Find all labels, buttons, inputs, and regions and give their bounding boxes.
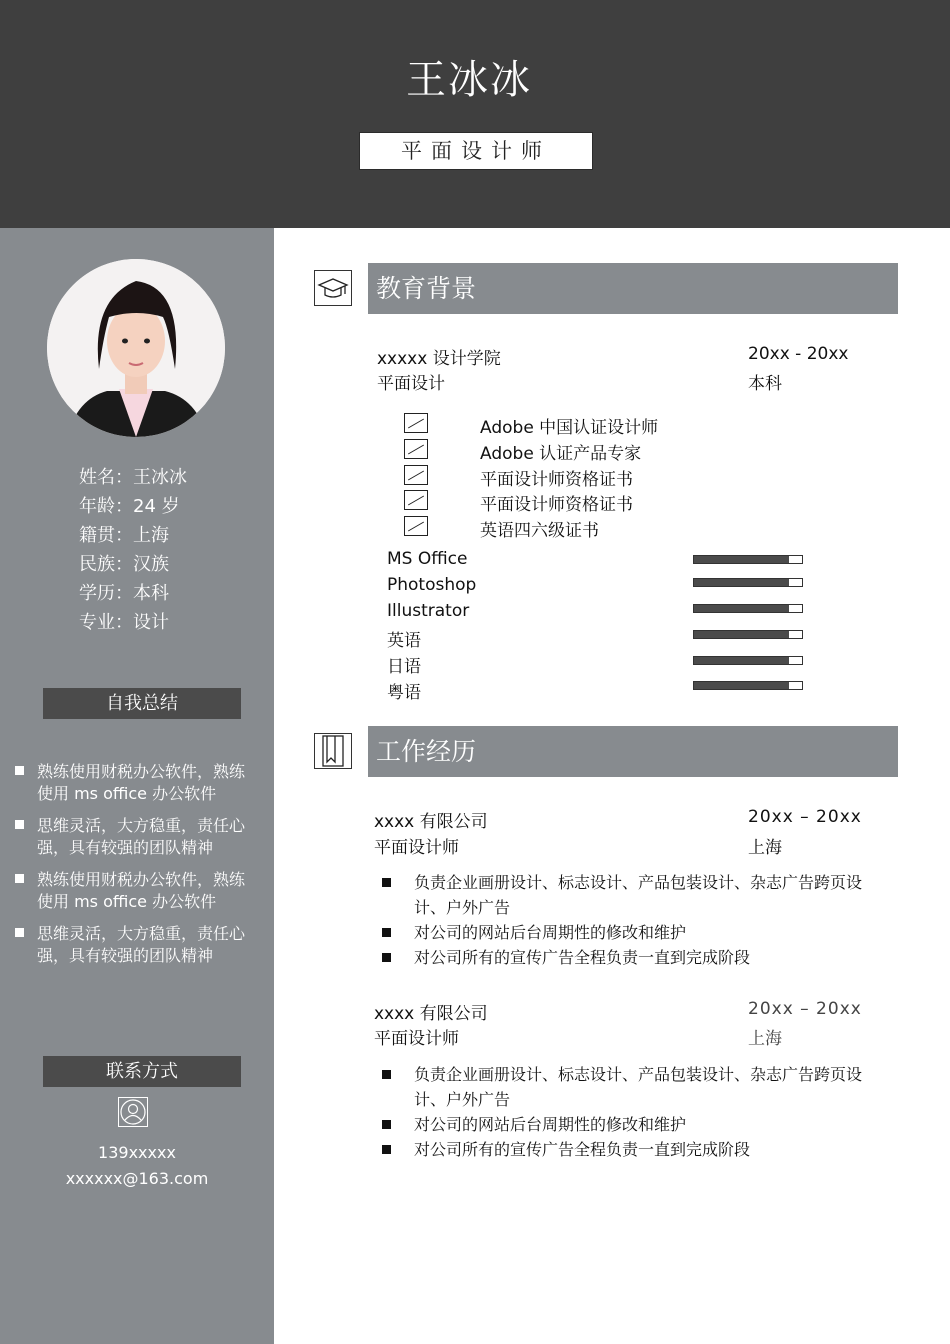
skill-bar-fill [694,682,789,689]
certificate-icon [404,413,428,433]
certificate-icon [404,465,428,485]
skill-bar-fill [694,579,789,586]
certificate-item: 平面设计师资格证书 [480,495,633,515]
info-ethnicity: 民族：汉族 [79,554,169,575]
job-years: 20xx – 20xx [748,999,862,1019]
skill-bar-fill [694,657,789,664]
bookmark-icon [314,733,352,769]
contact-email: xxxxxx@163.com [65,1169,209,1188]
skill-bar [693,630,803,639]
bullet-square-icon [382,928,391,937]
job-duty: 负责企业画册设计、标志设计、产品包装设计、杂志广告跨页设计、户外广告 [380,870,870,920]
bullet-square-icon [382,878,391,887]
school-degree: 本科 [748,374,782,394]
certificate-icon [404,439,428,459]
skill-name: 粤语 [387,683,421,703]
job-duty: 对公司所有的宣传广告全程负责一直到完成阶段 [380,1137,870,1162]
job-title-box: 平面设计师 [359,132,593,170]
job-company: xxxx 有限公司 [374,812,488,832]
job-years: 20xx – 20xx [748,807,862,827]
bullet-square-icon [15,874,24,883]
contact-heading: 联系方式 [43,1056,241,1087]
certificate-icon [404,490,428,510]
skill-bar [693,604,803,613]
skill-bar-fill [694,631,789,638]
job-location: 上海 [748,1029,782,1049]
certificate-item: Adobe 认证产品专家 [480,444,642,464]
bullet-square-icon [382,953,391,962]
skill-bar [693,681,803,690]
skill-bar-fill [694,605,789,612]
bullet-square-icon [15,766,24,775]
bullet-square-icon [15,928,24,937]
job-duty: 负责企业画册设计、标志设计、产品包装设计、杂志广告跨页设计、户外广告 [380,1062,870,1112]
skill-name: Photoshop [387,575,477,595]
summary-heading: 自我总结 [43,688,241,719]
info-name: 姓名：王冰冰 [79,467,187,488]
work-heading: 工作经历 [368,726,898,777]
skill-bar [693,578,803,587]
bullet-square-icon [382,1145,391,1154]
skill-bar-fill [694,556,789,563]
skill-name: 英语 [387,631,421,651]
summary-item: 熟练使用财税办公软件，熟练使用 ms office 办公软件 [15,869,255,913]
info-education: 学历：本科 [79,583,169,604]
education-heading: 教育背景 [368,263,898,314]
info-age: 年龄：24 岁 [79,496,180,517]
job-duty: 对公司的网站后台周期性的修改和维护 [380,920,870,945]
school-years: 20xx - 20xx [748,344,849,364]
profile-photo [47,259,225,437]
resume-name: 王冰冰 [406,57,532,103]
certificate-item: Adobe 中国认证设计师 [480,418,659,438]
summary-item: 思维灵活，大方稳重，责任心强，具有较强的团队精神 [15,815,255,859]
certificate-item: 英语四六级证书 [480,521,599,541]
bullet-square-icon [382,1070,391,1079]
summary-item: 思维灵活，大方稳重，责任心强，具有较强的团队精神 [15,923,255,967]
skill-bar [693,656,803,665]
job-duty: 对公司的网站后台周期性的修改和维护 [380,1112,870,1137]
certificate-item: 平面设计师资格证书 [480,470,633,490]
job-company: xxxx 有限公司 [374,1004,488,1024]
school-major: 平面设计 [377,374,445,394]
job-position: 平面设计师 [374,838,459,858]
job-location: 上海 [748,838,782,858]
graduation-cap-icon [314,270,352,306]
info-hometown: 籍贯：上海 [79,525,169,546]
skill-name: 日语 [387,657,421,677]
person-icon [118,1097,148,1127]
job-position: 平面设计师 [374,1029,459,1049]
job-duty: 对公司所有的宣传广告全程负责一直到完成阶段 [380,945,870,970]
summary-item: 熟练使用财税办公软件，熟练使用 ms office 办公软件 [15,761,255,805]
info-major: 专业：设计 [79,612,169,633]
contact-phone: 139xxxxx [98,1143,176,1162]
certificate-icon [404,516,428,536]
skill-name: Illustrator [387,601,470,621]
header [0,0,950,228]
school-name: xxxxx 设计学院 [377,349,501,369]
bullet-square-icon [15,820,24,829]
skill-bar [693,555,803,564]
bullet-square-icon [382,1120,391,1129]
skill-name: MS Office [387,549,468,569]
